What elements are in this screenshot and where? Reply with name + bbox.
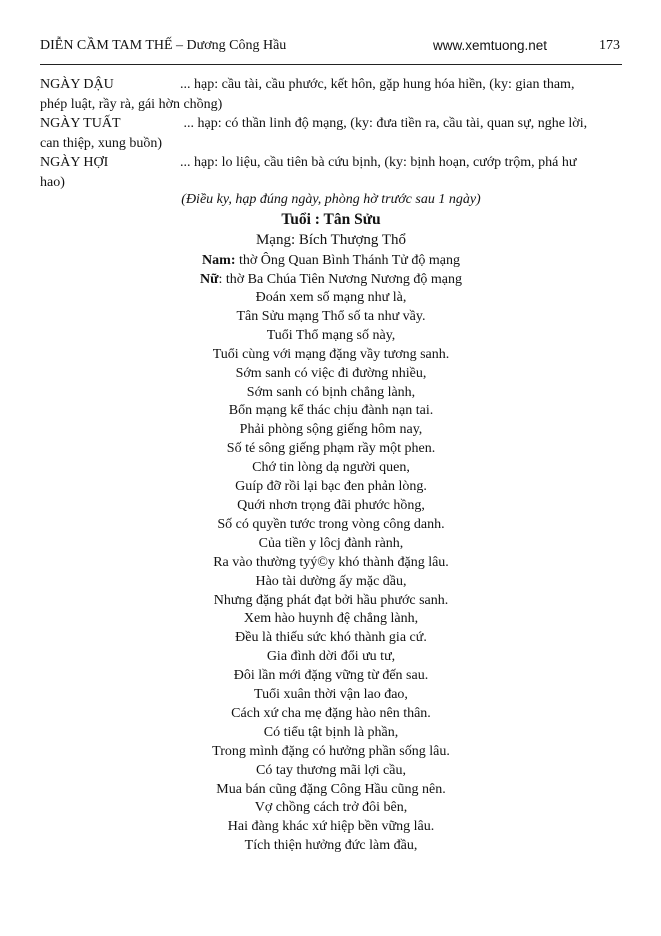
poem: [40, 289, 622, 856]
section-menh: Mạng: Bích Thượng Thổ: [255, 232, 407, 248]
section-title: Tuổi : Tân Sửu: [281, 211, 381, 228]
poem-line: Có tiểu tật bịnh là phần,: [263, 724, 399, 740]
poem-line: Sớm sanh có bịnh chẳng lành,: [246, 384, 416, 400]
poem-line: Số có quyền tước trong vòng công danh.: [217, 516, 445, 532]
nu-text: : thờ Ba Chúa Tiên Nương Nương độ mạng: [218, 272, 463, 287]
poem-line: Ra vào thường tyý©y khó thành đặng lâu.: [213, 554, 449, 570]
day-note: (Điều ky, hạp đúng ngày, phòng hờ trước sau 1 ngày): [181, 192, 481, 207]
main-section: [40, 190, 622, 856]
poem-line: Hai đàng khác xứ hiệp bền vững lâu.: [227, 819, 435, 835]
header-title: DIỄN CẦM TAM THẾ – Dương Công Hầu: [40, 38, 287, 53]
day-entry-hoi: [40, 153, 600, 192]
poem-line: Chớ tin lòng dạ người quen,: [252, 460, 410, 476]
poem-line: Nhưng đặng phát đạt bởi hầu phước sanh.: [213, 592, 449, 608]
day-name: NGÀY DẬU: [40, 77, 114, 92]
nu-line: [40, 270, 622, 289]
poem-line: Xem hào huynh đệ chẳng lành,: [243, 611, 419, 627]
poem-line: Số té sông giếng phạm rầy một phen.: [226, 441, 436, 457]
poem-line: Hào tài dường ấy mặc dầu,: [255, 573, 407, 589]
nam-line: [40, 251, 622, 270]
day-list: [40, 75, 600, 192]
day-entry-tuat: [40, 114, 600, 153]
nu-label: Nữ: [199, 272, 219, 287]
day-name: NGÀY TUẤT: [40, 116, 121, 131]
nam-text: thờ Ông Quan Bình Thánh Tử độ mạng: [235, 253, 460, 268]
poem-line: Tuổi xuân thời vận lao đao,: [254, 687, 408, 703]
poem-line: Guíp đỡ rồi lại bạc đen phản lòng.: [235, 479, 427, 495]
day-entry-dau: [40, 75, 600, 114]
header-divider: [40, 64, 622, 65]
poem-line: Tuổi cùng với mạng đặng vầy tương sanh.: [212, 346, 450, 362]
poem-line: Đôi lần mới đặng vững từ đến sau.: [233, 668, 429, 684]
poem-line: Quới nhơn trọng đãi phước hồng,: [237, 497, 425, 513]
poem-line: Tích thiện hưởng đức làm đầu,: [244, 838, 418, 854]
poem-line: Trong mình đặng có hưởng phần sống lâu.: [212, 743, 450, 759]
poem-line: Cách xứ cha mẹ đặng hào nên thân.: [231, 705, 431, 721]
page-number: 173: [599, 38, 620, 53]
poem-line: Tuổi Thổ mạng số này,: [266, 327, 396, 343]
poem-line: Của tiền y lôcj đành rành,: [258, 535, 404, 551]
day-text: ... hạp: cầu tài, cầu phước, kết hôn, gặp hung hóa hiền, (ky: gian tham, phép luật, rầy rà, gái hờn chồng): [40, 77, 575, 112]
poem-line: Gia đình dời đổi ưu tư,: [266, 649, 396, 665]
poem-line: Mua bán cũng đặng Công Hầu cũng nên.: [216, 781, 446, 797]
poem-line: Sớm sanh có việc đi đường nhiều,: [235, 365, 427, 381]
poem-line: Vợ chồng cách trở đôi bên,: [254, 800, 408, 816]
header-website: www.xemtuong.net: [433, 38, 548, 53]
day-text: ... hạp: có thần linh độ mạng, (ky: đưa tiền ra, cầu tài, quan sự, nghe lời, can thiệp, xung buồn): [40, 116, 588, 151]
poem-line: Đoán xem số mạng như là,: [255, 290, 407, 305]
poem-line: Phải phòng sộng giếng hôm nay,: [239, 422, 423, 438]
poem-line: Tân Sửu mạng Thổ số ta như vầy.: [236, 308, 426, 324]
poem-line: Có tay thương mãi lợi cầu,: [256, 762, 406, 778]
poem-line: Bổn mạng kể thác chịu đành nạn tai.: [228, 403, 434, 419]
page-header: [40, 38, 622, 60]
nam-label: Nam:: [202, 253, 236, 268]
day-name: NGÀY HỢI: [40, 155, 109, 170]
day-text: ... hạp: lo liệu, cầu tiên bà cứu bịnh, (ky: bịnh hoạn, cướp trộm, phá hư hao): [40, 155, 577, 190]
poem-line: Đều là thiếu sức khó thành gia cứ.: [235, 630, 427, 646]
